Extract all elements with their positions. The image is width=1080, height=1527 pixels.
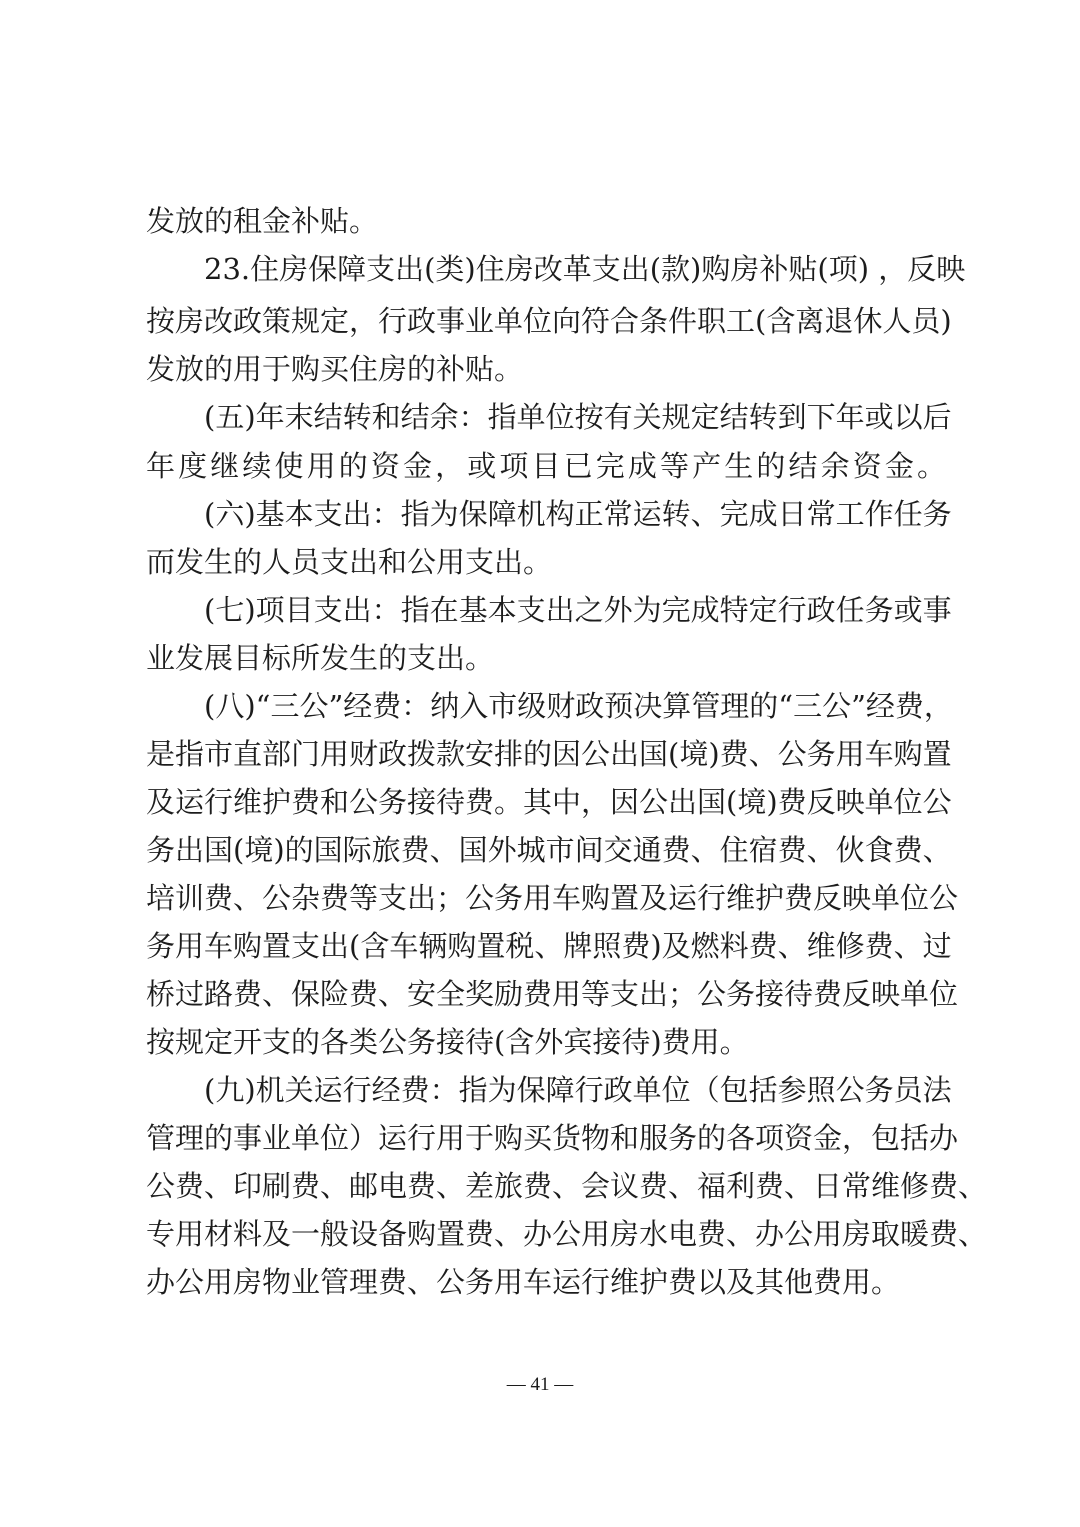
text-line: 及运行维护费和公务接待费。其中，因公出国(境)费反映单位公 bbox=[146, 785, 952, 819]
text-line: 发放的用于购买住房的补贴。 bbox=[146, 352, 524, 386]
text-line: 发放的租金补贴。 bbox=[146, 204, 379, 238]
text-line: (七)项目支出：指在基本支出之外为完成特定行政任务或事 bbox=[204, 593, 952, 627]
text-line: 培训费、公杂费等支出；公务用车购置及运行维护费反映单位公 bbox=[146, 881, 959, 915]
text-line: 务用车购置支出(含车辆购置税、牌照费)及燃料费、维修费、过 bbox=[146, 929, 952, 963]
text-line: 而发生的人员支出和公用支出。 bbox=[146, 545, 553, 579]
text-line: (八)“三公”经费：纳入市级财政预决算管理的“三公”经费， bbox=[204, 689, 953, 723]
text-line: 按规定开支的各类公务接待(含外宾接待)费用。 bbox=[146, 1025, 749, 1059]
text-line: 业发展目标所发生的支出。 bbox=[146, 641, 495, 675]
text-line: 办公用房物业管理费、公务用车运行维护费以及其他费用。 bbox=[146, 1265, 901, 1299]
text-line: 年度继续使用的资金，或项目已完成等产生的结余资金。 bbox=[146, 449, 946, 483]
text-line: (五)年末结转和结余：指单位按有关规定结转到下年或以后 bbox=[204, 400, 952, 434]
text-line: 桥过路费、保险费、安全奖励费用等支出；公务接待费反映单位 bbox=[146, 977, 959, 1011]
page-number: — 41 — bbox=[506, 1374, 574, 1395]
text-line: 专用材料及一般设备购置费、办公用房水电费、办公用房取暖费、 bbox=[146, 1217, 988, 1251]
text-line: 公费、印刷费、邮电费、差旅费、会议费、福利费、日常维修费、 bbox=[146, 1169, 988, 1203]
text-line: (六)基本支出：指为保障机构正常运转、完成日常工作任务 bbox=[204, 497, 952, 531]
text-line: 是指市直部门用财政拨款安排的因公出国(境)费、公务用车购置 bbox=[146, 737, 952, 771]
text-line: 务出国(境)的国际旅费、国外城市间交通费、住宿费、伙食费、 bbox=[146, 833, 952, 867]
text-line: 管理的事业单位）运行用于购买货物和服务的各项资金，包括办 bbox=[146, 1121, 959, 1155]
text-line: (九)机关运行经费：指为保障行政单位（包括参照公务员法 bbox=[204, 1073, 952, 1107]
text-line: 23.住房保障支出(类)住房改革支出(款)购房补贴(项) ，反映 bbox=[204, 252, 966, 286]
text-line: 按房改政策规定，行政事业单位向符合条件职工(含离退休人员) bbox=[146, 304, 952, 338]
